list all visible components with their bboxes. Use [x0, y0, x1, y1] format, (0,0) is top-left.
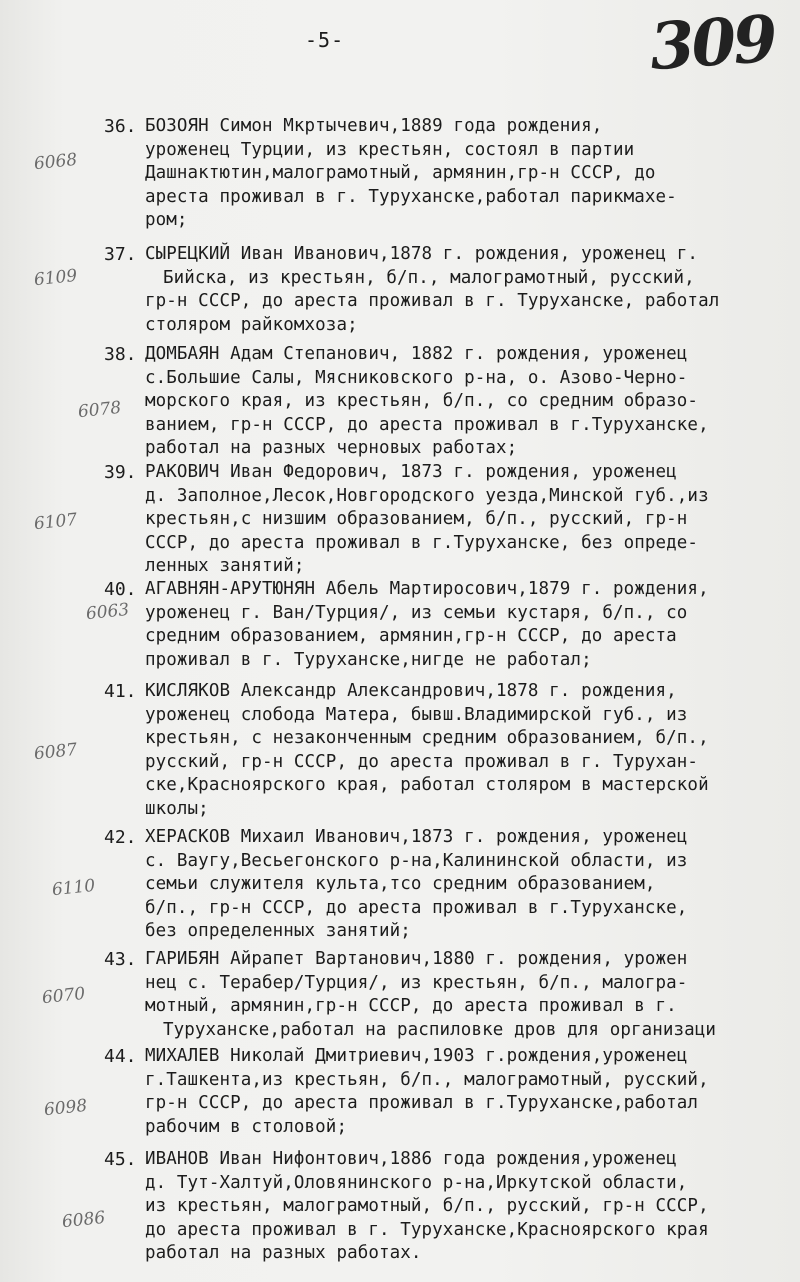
- margin-note: 6109: [33, 265, 79, 291]
- entry-text: [145, 243, 795, 337]
- entry-line: д. Заполное,Лесок,Новгородского уезда,Минской губ.,из: [145, 485, 709, 506]
- margin-note: 6078: [77, 397, 123, 423]
- entry-text: [145, 948, 795, 1042]
- margin-note: 6098: [43, 1095, 89, 1121]
- entry-line: г.Ташкента,из крестьян, б/п., малограмотный, русский,: [145, 1069, 709, 1090]
- margin-note: 6068: [33, 149, 79, 175]
- entry-line: ГАРИБЯН Айрапет Вартанович,1880 г. рождения, урожен: [145, 949, 688, 969]
- entry-line: средним образованием, армянин,гр-н СССР, до ареста: [145, 626, 677, 646]
- entry-line: русский, гр-н СССР, до ареста проживал в г. Туруxан-: [145, 751, 699, 772]
- entry-line: без определенных занятий;: [145, 921, 411, 941]
- entry-number: 39.: [104, 462, 137, 483]
- archive-stamp-number: 309: [647, 1, 778, 86]
- entry-line: д. Тут-Халтуй,Оловянинского р-на,Иркутской области,: [145, 1172, 688, 1193]
- entry-line: рабочим в столовой;: [145, 1116, 348, 1137]
- entry-number: 36.: [104, 116, 137, 137]
- entry-line: из крестьян, малограмотный, б/п., русский, гр-н СССР,: [145, 1196, 709, 1216]
- entry-line: уроженец Турции, из крестьян, состоял в партии: [145, 139, 635, 160]
- entry-line: СЫРЕЦКИЙ Иван Иванович,1878 г. рождения, уроженец г.: [145, 244, 699, 264]
- entry-line: АГАВНЯН-АРУТЮНЯН Абель Мартиросович,1879 г. рождения,: [145, 579, 709, 599]
- entry-line: уроженец слобода Матера, бывш.Владимирской губ., из: [145, 704, 688, 725]
- entry-line: ванием, гр-н СССР, до ареста проживал в г.Туруханске,: [145, 414, 709, 435]
- entry-line: МИХАЛЕВ Николай Дмитриевич,1903 г.рождения,уроженец: [145, 1046, 688, 1066]
- entry-text: [145, 343, 795, 461]
- entry-text: [145, 680, 795, 821]
- entry-line: БОЗОЯН Симон Мкртычевич,1889 года рождения,: [145, 116, 603, 136]
- entry-line: крестьян,с низшим образованием, б/п., русский, гр-н: [145, 509, 688, 529]
- entry-text: [145, 1045, 795, 1139]
- entry-line: с. Ваугу,Весьегонского р-на,Калининской области, из: [145, 850, 688, 871]
- entry-number: 37.: [104, 244, 137, 265]
- entry-line: семьи служителя культа,тсо средним образованием,: [145, 874, 656, 894]
- entry-line: мотный, армянин,гр-н СССР, до ареста проживал в г.: [145, 996, 677, 1016]
- entry-line: с.Большие Салы, Мясниковского р-на, о. Азово-Черно-: [145, 367, 688, 388]
- entry-line: нец с. Терабер/Турция/, из крестьян, б/п., малогра-: [145, 972, 688, 993]
- entry-text: [145, 578, 795, 672]
- entry-line: морского края, из крестьян, б/п., со средним образо-: [145, 391, 699, 411]
- entry-line: столяром райкомхоза;: [145, 314, 358, 335]
- entry-line: гр-н СССР, до ареста проживал в г. Туруханске, работал: [145, 291, 720, 311]
- entry-line: СССР, до ареста проживал в г.Туруханске, без опреде-: [145, 532, 699, 553]
- entry-text: [145, 461, 795, 579]
- entry-line: до ареста проживал в г. Туруханске,Красноярского края: [145, 1219, 709, 1240]
- entry-number: 40.: [104, 579, 137, 600]
- margin-note: 6070: [41, 983, 87, 1009]
- entry-number: 38.: [104, 344, 137, 365]
- margin-note: 6107: [33, 509, 79, 535]
- entry-line: ИВАНОВ Иван Нифонтович,1886 года рождения,уроженец: [145, 1149, 677, 1169]
- entry-line: ДОМБАЯН Адам Степанович, 1882 г. рождения, уроженец: [145, 344, 688, 364]
- entry-line: ХЕРАСКОВ Михаил Иванович,1873 г. рождения, уроженец: [145, 827, 688, 847]
- entry-line: школы;: [145, 798, 209, 819]
- entry-number: 42.: [104, 827, 137, 848]
- entry-line: Дашнактютин,малограмотный, армянин,гр-н СССР, до: [145, 163, 656, 183]
- entry-line: Туруханске,работал на распиловке дров для организаци: [163, 1019, 717, 1040]
- margin-note: 6063: [85, 599, 131, 625]
- margin-note: 6110: [51, 875, 97, 901]
- entry-line: гр-н СССР, до ареста проживал в г.Туруханске,работал: [145, 1093, 699, 1113]
- entry-line: РАКОВИЧ Иван Федорович, 1873 г. рождения, уроженец: [145, 462, 677, 482]
- entry-line: работал на разных работах.: [145, 1243, 422, 1263]
- margin-note: 6086: [61, 1207, 107, 1233]
- entry-line: ареста проживал в г. Туруханске,работал парикмахе-: [145, 186, 677, 207]
- entry-line: уроженец г. Ван/Турция/, из семьи кустаря, б/п., со: [145, 602, 688, 623]
- entry-line: ске,Красноярского края, работал столяром в мастерской: [145, 775, 709, 795]
- entry-line: Бийска, из крестьян, б/п., малограмотный, русский,: [163, 267, 695, 288]
- page-number: -5-: [305, 28, 345, 52]
- entry-line: крестьян, с незаконченным средним образованием, б/п.,: [145, 728, 709, 748]
- margin-note: 6087: [33, 739, 79, 765]
- entry-line: б/п., гр-н СССР, до ареста проживал в г.Туруханске,: [145, 897, 688, 918]
- entry-line: КИСЛЯКОВ Александр Александрович,1878 г. рождения,: [145, 681, 677, 701]
- entry-line: ленных занятий;: [145, 556, 305, 576]
- entry-number: 45.: [104, 1149, 137, 1170]
- entry-text: [145, 115, 795, 233]
- entry-number: 41.: [104, 681, 137, 702]
- entry-number: 44.: [104, 1046, 137, 1067]
- entry-number: 43.: [104, 949, 137, 970]
- entry-line: ром;: [145, 210, 188, 230]
- entry-line: работал на разных черновых работах;: [145, 438, 518, 458]
- entry-text: [145, 1148, 795, 1266]
- entry-line: проживал в г. Туруханске,нигде не работал;: [145, 649, 592, 670]
- entry-text: [145, 826, 795, 944]
